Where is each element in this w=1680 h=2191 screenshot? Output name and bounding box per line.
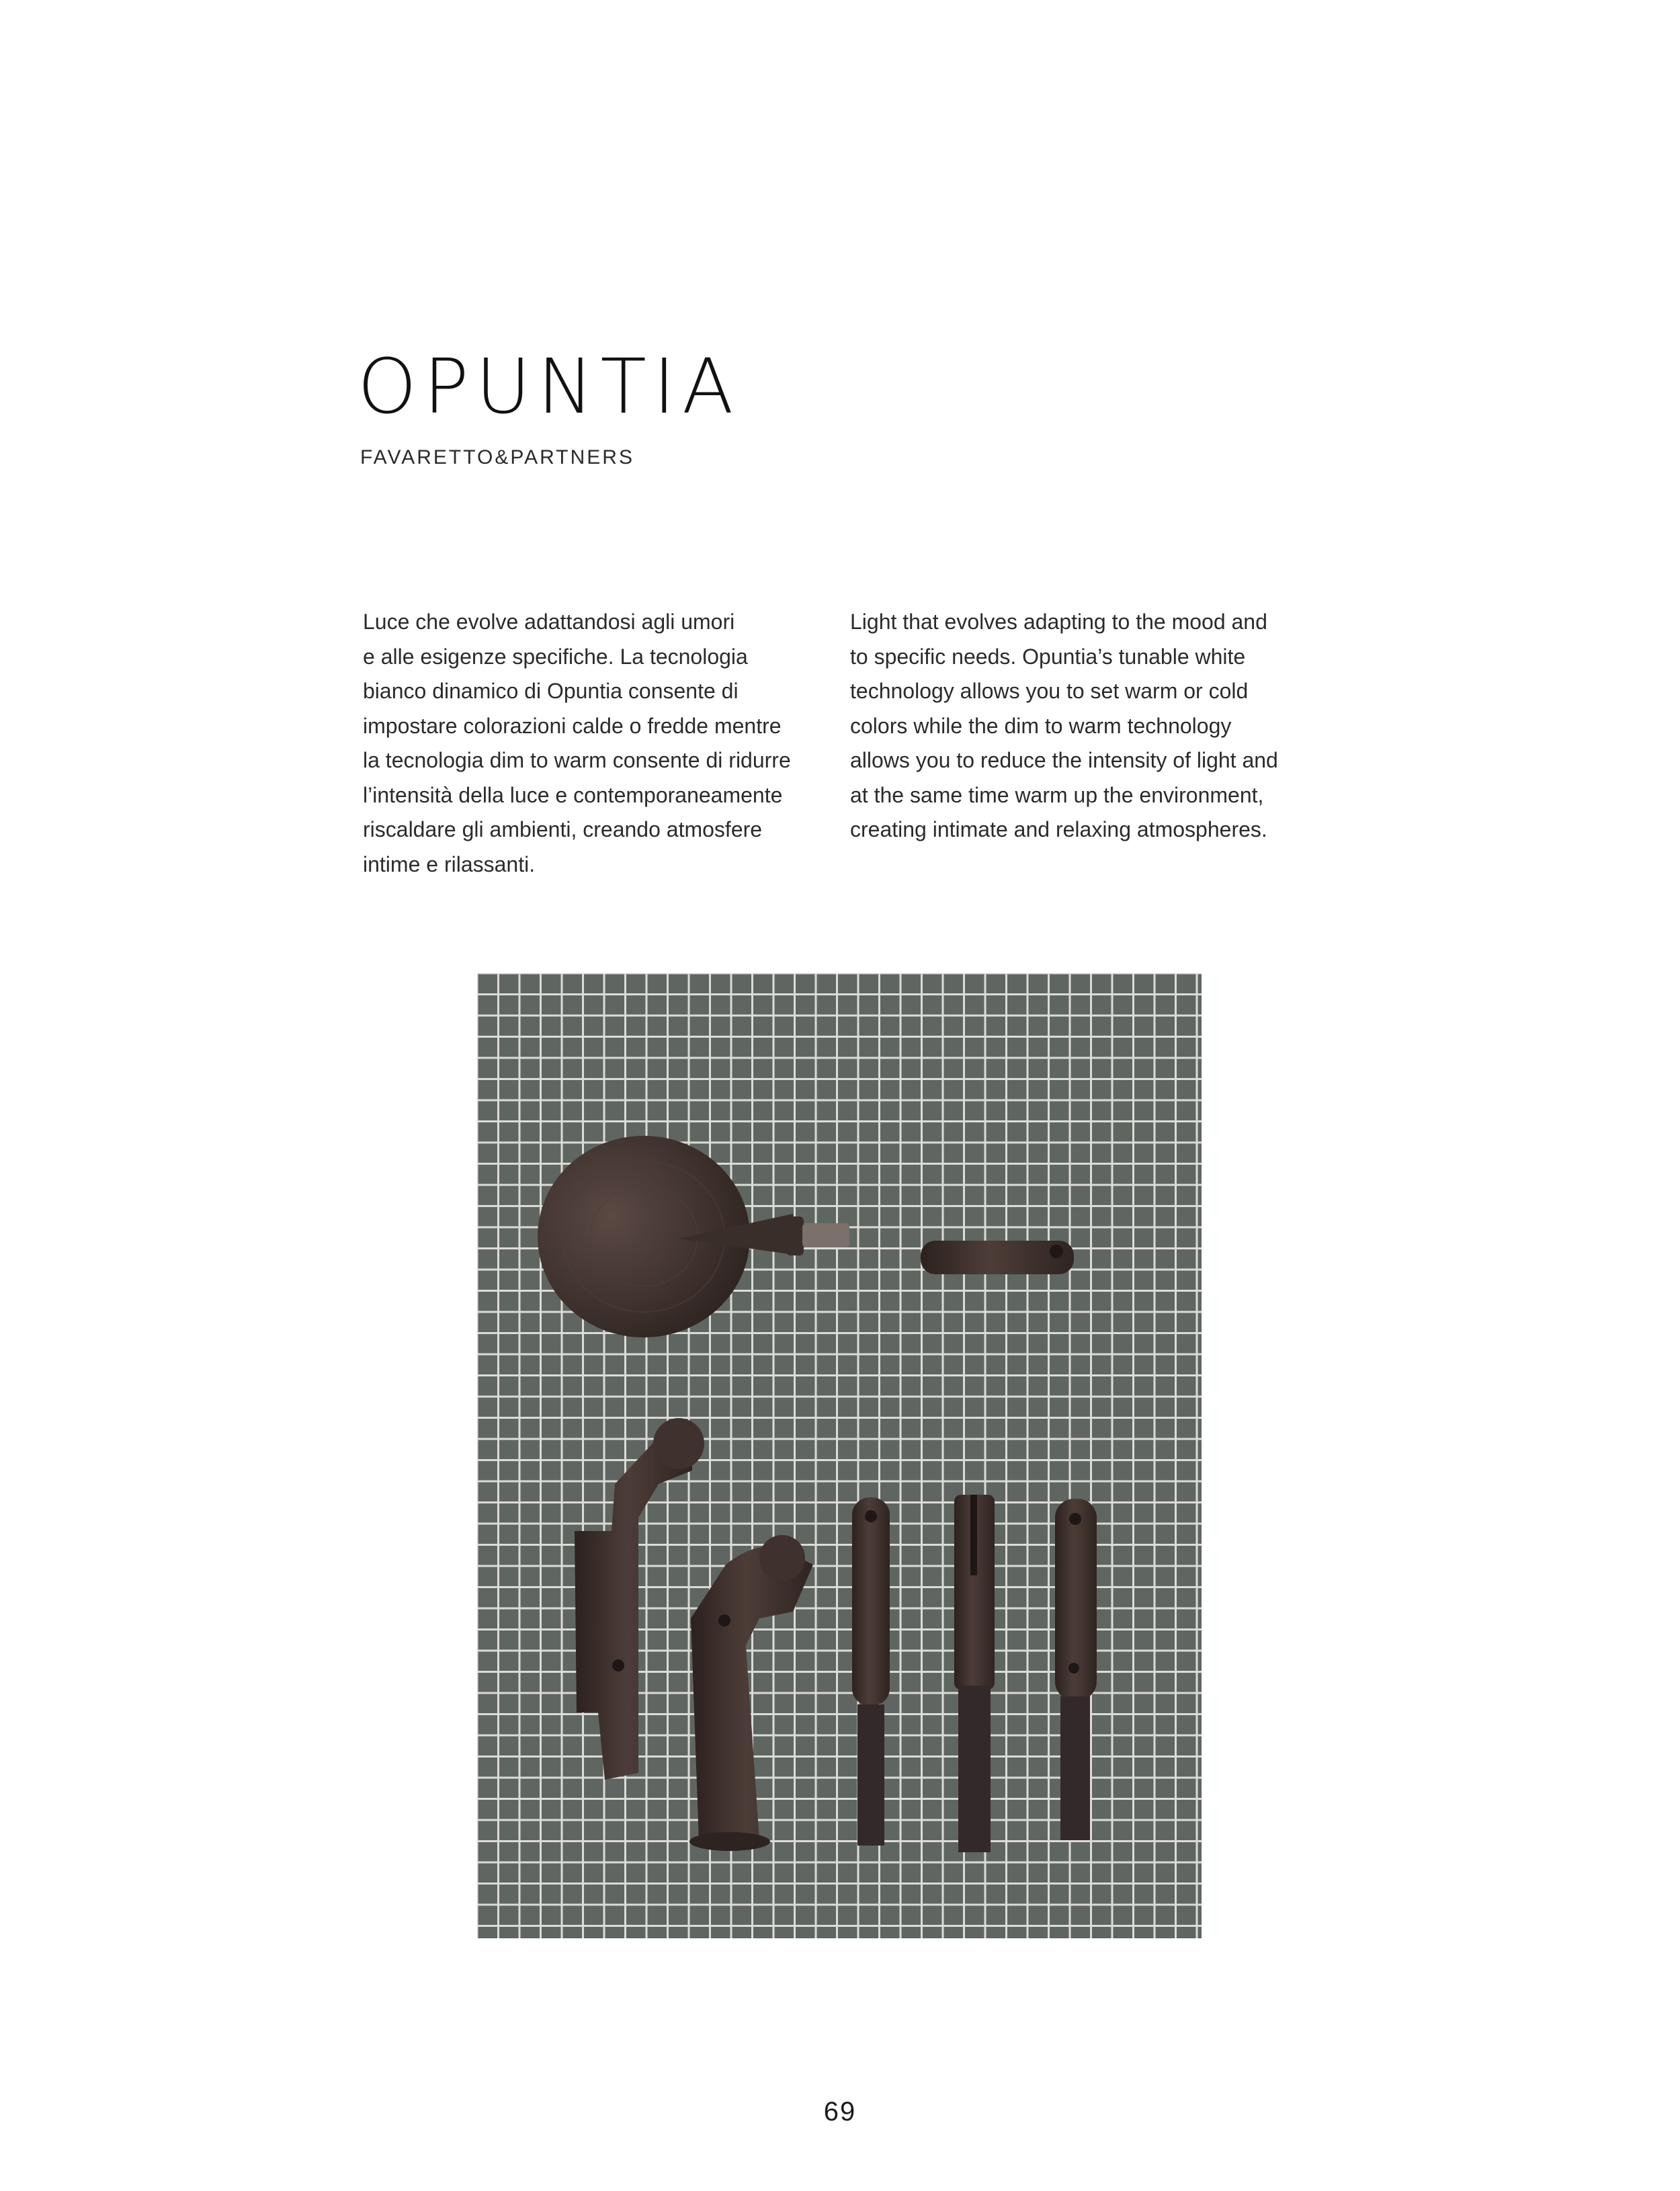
- photo-canvas: [477, 973, 1202, 1938]
- english-line: allows you to reduce the intensity of light and: [850, 748, 1278, 772]
- product-title: OPUNTIA: [358, 343, 741, 431]
- english-line: at the same time warm up the environment,: [850, 782, 1264, 807]
- italian-line: riscaldare gli ambienti, creando atmosfere: [363, 817, 763, 841]
- description-english: [850, 605, 1334, 848]
- english-line: technology allows you to set warm or cold: [850, 679, 1249, 703]
- straight-rod-part-1: [852, 1497, 890, 1846]
- description-italian: [363, 605, 833, 882]
- italian-line: e alle esigenze specifiche. La tecnologia: [363, 644, 748, 669]
- connector-cylinder-part: [921, 1241, 1074, 1274]
- italian-line: la tecnologia dim to warm consente di ridurre: [363, 748, 791, 772]
- english-line: creating intimate and relaxing atmospheres.: [850, 817, 1267, 841]
- english-line: colors while the dim to warm technology: [850, 713, 1232, 738]
- product-parts-photo: [477, 973, 1202, 1938]
- english-line: Light that evolves adapting to the mood and: [850, 610, 1267, 634]
- italian-line: impostare colorazioni calde o fredde mentre: [363, 713, 782, 738]
- designer-name: FAVARETTO&PARTNERS: [360, 446, 634, 468]
- cutting-mat: [477, 973, 1202, 1938]
- italian-line: intime e rilassanti.: [363, 852, 536, 876]
- page-number: 69: [823, 2097, 857, 2126]
- italian-line: l’intensità della luce e contemporaneamente: [363, 782, 783, 807]
- english-line: to specific needs. Opuntia’s tunable white: [850, 644, 1246, 669]
- italian-line: bianco dinamico di Opuntia consente di: [363, 679, 739, 703]
- italian-line: Luce che evolve adattandosi agli umori: [363, 610, 735, 634]
- forked-rod-part: [954, 1495, 995, 1852]
